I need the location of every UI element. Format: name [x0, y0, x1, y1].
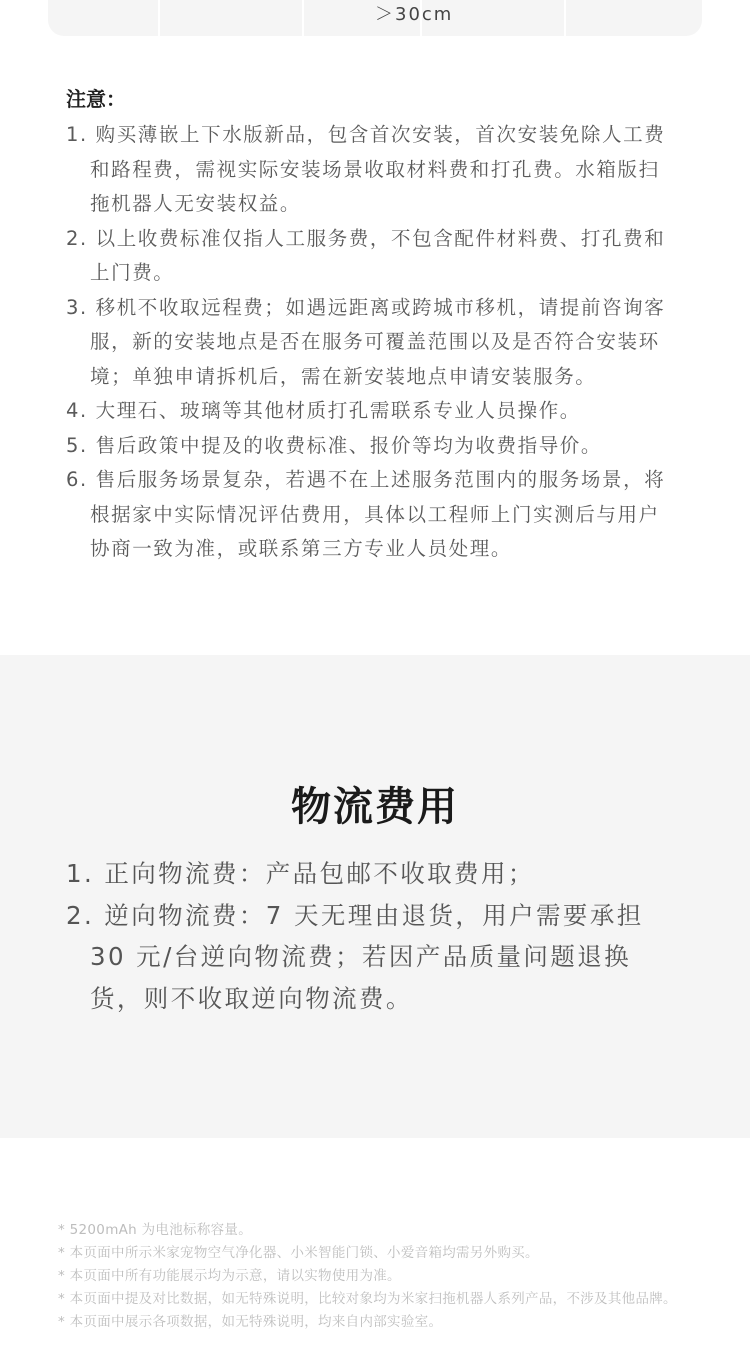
notes-item: 6. 售后服务场景复杂，若遇不在上述服务范围内的服务场景，将根据家中实际情况评估费用，具体以工程师上门实测后与用户协商一致为准，或联系第三方专业人员处理。: [66, 468, 666, 560]
spec-table-bottom: [48, 0, 702, 36]
notes-item: 2. 以上收费标准仅指人工服务费，不包含配件材料费、打孔费和上门费。: [66, 226, 666, 284]
logistics-item: 2. 逆向物流费：7 天无理由退货，用户需要承担 30 元/台逆向物流费；若因产品质量问题退换货，则不收取逆向物流费。: [66, 900, 644, 1013]
notes-section: [66, 84, 678, 567]
footnote: * 本页面中所示米家宠物空气净化器、小米智能门锁、小爱音箱均需另外购买。: [58, 1245, 539, 1261]
table-cell-value: ＞30cm: [375, 4, 454, 25]
logistics-list: [66, 853, 681, 1019]
footnote: * 本页面中展示各项数据，如无特殊说明，均来自内部实验室。: [58, 1314, 443, 1330]
notes-list: [66, 118, 678, 567]
logistics-item: 1. 正向物流费：产品包邮不收取费用；: [66, 859, 535, 888]
logistics-title: 物流费用: [291, 784, 459, 830]
notes-item: 3. 移机不收取远程费；如遇远距离或跨城市移机，请提前咨询客服，新的安装地点是否在服务可覆盖范围以及是否符合安装环境；单独申请拆机后，需在新安装地点申请安装服务。: [66, 295, 666, 388]
notes-item: 1. 购买薄嵌上下水版新品，包含首次安装，首次安装免除人工费和路程费，需视实际安装场景收取材料费和打孔费。水箱版扫拖机器人无安装权益。: [66, 123, 666, 215]
notes-title: 注意：: [66, 87, 126, 111]
notes-item: 5. 售后政策中提及的收费标准、报价等均为收费指导价。: [66, 433, 603, 457]
footnotes: [58, 1219, 698, 1334]
table-cell: [48, 0, 160, 36]
footnote: * 本页面中所有功能展示均为示意，请以实物使用为准。: [58, 1268, 401, 1284]
table-cell: [160, 0, 304, 36]
logistics-section: [0, 655, 750, 1138]
footnote: * 本页面中提及对比数据，如无特殊说明，比较对象均为米家扫拖机器人系列产品，不涉及其他品牌。: [58, 1291, 677, 1307]
notes-item: 4. 大理石、玻璃等其他材质打孔需联系专业人员操作。: [66, 399, 581, 422]
footnote: * 5200mAh 为电池标称容量。: [58, 1222, 253, 1238]
